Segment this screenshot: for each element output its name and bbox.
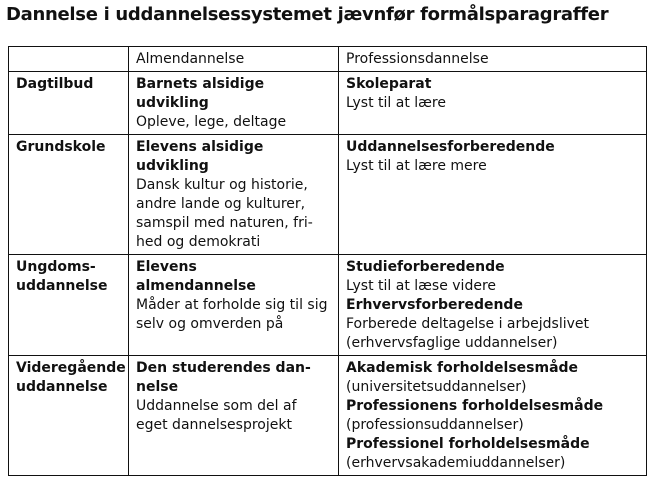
alm-text-line: samspil med naturen, fri- — [136, 215, 313, 231]
prof-text: Lyst til at læse videre — [346, 278, 497, 294]
prof-text: (professionsuddannelser) — [346, 417, 524, 433]
alm-heading-line: Barnets alsidige — [136, 76, 265, 92]
professionsdannelse-cell — [339, 356, 647, 476]
alm-text-line: Måder at forholde sig til sig — [136, 297, 328, 313]
prof-heading: Skoleparat — [346, 76, 432, 92]
professionsdannelse-cell — [339, 135, 647, 255]
stage-label: Grundskole — [16, 139, 106, 155]
alm-heading-line: udvikling — [136, 95, 209, 111]
alm-heading-line: almendannelse — [136, 278, 256, 294]
alm-text-line: selv og omverden på — [136, 316, 284, 332]
almendannelse-cell — [129, 255, 339, 356]
alm-text-line: Uddannelse som del af — [136, 398, 297, 414]
alm-heading-line: Elevens — [136, 259, 197, 275]
professionsdannelse-cell — [339, 72, 647, 135]
prof-text: Lyst til at lære — [346, 95, 446, 111]
alm-heading-line: Elevens alsidige — [136, 139, 264, 155]
prof-heading: Erhvervsforberedende — [346, 297, 523, 313]
almendannelse-cell — [129, 356, 339, 476]
prof-heading: Professionel forholdelsesmåde — [346, 436, 590, 452]
stage-cell — [9, 356, 129, 476]
stage-label: uddannelse — [16, 278, 108, 294]
stage-cell — [9, 72, 129, 135]
alm-text-line: Dansk kultur og historie, — [136, 177, 308, 193]
stage-label: Ungdoms- — [16, 259, 96, 275]
education-table — [8, 46, 647, 476]
almendannelse-cell — [129, 72, 339, 135]
table-header-row — [9, 47, 647, 72]
prof-text: Forberede deltagelse i arbejdslivet (erhvervsfaglige uddannelser) — [346, 316, 590, 351]
document-title: Dannelse i uddannelsessystemet jævnfør formålsparagraffer — [6, 4, 609, 25]
prof-heading: Akademisk forholdelsesmåde — [346, 360, 579, 376]
stage-label: uddannelse — [16, 379, 108, 395]
table-row — [9, 255, 647, 356]
table-row — [9, 356, 647, 476]
almendannelse-cell — [129, 135, 339, 255]
prof-heading: Uddannelsesforberedende — [346, 139, 555, 155]
header-cell-empty — [9, 47, 129, 72]
prof-text: (universitetsuddannelser) — [346, 379, 527, 395]
prof-text: Lyst til at lære mere — [346, 158, 487, 174]
prof-heading: Studieforberedende — [346, 259, 505, 275]
prof-text: (erhvervsakademiuddannelser) — [346, 455, 566, 471]
professionsdannelse-cell — [339, 255, 647, 356]
stage-label: Dagtilbud — [16, 76, 94, 92]
prof-heading: Professionens forholdelsesmåde — [346, 398, 604, 414]
stage-cell — [9, 135, 129, 255]
alm-heading-line: udvikling — [136, 158, 209, 174]
alm-text-line: andre lande og kulturer, — [136, 196, 306, 212]
alm-text-line: eget dannelsesprojekt — [136, 417, 292, 433]
alm-text-line: hed og demokrati — [136, 234, 261, 250]
stage-cell — [9, 255, 129, 356]
alm-heading-line: Den studerendes dan- — [136, 360, 311, 376]
table-row — [9, 72, 647, 135]
table-row — [9, 135, 647, 255]
stage-label: Videregående — [16, 360, 126, 376]
header-cell-almendannelse: Almendannelse — [129, 47, 339, 72]
alm-text-line: Opleve, lege, deltage — [136, 114, 287, 130]
alm-heading-line: nelse — [136, 379, 179, 395]
header-cell-professionsdannelse: Professionsdannelse — [339, 47, 647, 72]
